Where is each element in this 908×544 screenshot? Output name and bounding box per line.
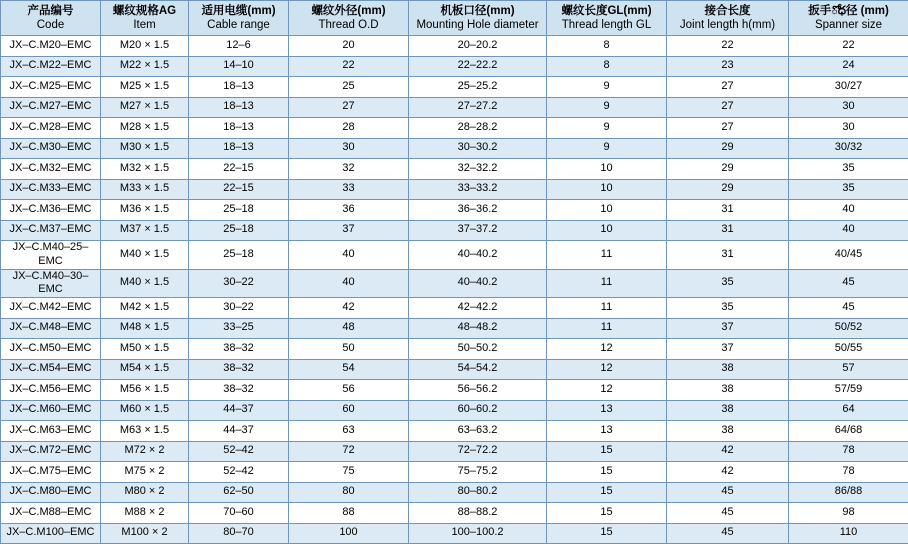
- cell-mounting-hole: 50–50.2: [409, 339, 547, 360]
- cell-cable-range: 18–13: [189, 77, 289, 98]
- cell-joint-length: 38: [667, 421, 789, 442]
- cell-item: M42 × 1.5: [101, 298, 189, 319]
- table-row: [1, 200, 908, 221]
- column-header-thread-od: [289, 1, 409, 36]
- cell-mounting-hole: 40–40.2: [409, 241, 547, 270]
- cell-spanner-size: 40/45: [789, 241, 908, 270]
- cell-thread-length: 8: [547, 56, 667, 77]
- cell-mounting-hole: 42–42.2: [409, 298, 547, 319]
- cell-joint-length: 38: [667, 359, 789, 380]
- cell-thread-length: 9: [547, 97, 667, 118]
- cell-thread-length: 15: [547, 482, 667, 503]
- cell-cable-range: 18–13: [189, 118, 289, 139]
- cell-item: M27 × 1.5: [101, 97, 189, 118]
- table-body: [1, 36, 908, 544]
- cell-thread-od: 50: [289, 339, 409, 360]
- table-row: [1, 56, 908, 77]
- cell-spanner-size: 40: [789, 200, 908, 221]
- table-row: [1, 97, 908, 118]
- cell-cable-range: 62–50: [189, 482, 289, 503]
- cell-joint-length: 31: [667, 220, 789, 241]
- cell-thread-od: 40: [289, 241, 409, 270]
- cell-thread-od: 32: [289, 159, 409, 180]
- cell-thread-od: 60: [289, 400, 409, 421]
- table-row: [1, 269, 908, 298]
- table-row: [1, 179, 908, 200]
- cell-cable-range: 38–32: [189, 339, 289, 360]
- cell-thread-od: 36: [289, 200, 409, 221]
- cell-cable-range: 30–22: [189, 298, 289, 319]
- cell-mounting-hole: 40–40.2: [409, 269, 547, 298]
- cell-mounting-hole: 56–56.2: [409, 380, 547, 401]
- table-row: [1, 400, 908, 421]
- cell-mounting-hole: 25–25.2: [409, 77, 547, 98]
- cell-mounting-hole: 88–88.2: [409, 503, 547, 524]
- cell-cable-range: 38–32: [189, 359, 289, 380]
- cell-item: M54 × 1.5: [101, 359, 189, 380]
- cell-thread-length: 15: [547, 503, 667, 524]
- cell-cable-range: 70–60: [189, 503, 289, 524]
- cell-item: M22 × 1.5: [101, 56, 189, 77]
- cell-code: JX–C.M22–EMC: [1, 56, 101, 77]
- cell-cable-range: 33–25: [189, 318, 289, 339]
- cell-spanner-size: 45: [789, 298, 908, 319]
- cell-cable-range: 22–15: [189, 179, 289, 200]
- cell-thread-od: 48: [289, 318, 409, 339]
- cell-spanner-size: 86/88: [789, 482, 908, 503]
- cell-mounting-hole: 60–60.2: [409, 400, 547, 421]
- cell-item: M60 × 1.5: [101, 400, 189, 421]
- cell-cable-range: 25–18: [189, 241, 289, 270]
- cell-thread-od: 75: [289, 462, 409, 483]
- cell-cable-range: 44–37: [189, 421, 289, 442]
- cell-mounting-hole: 54–54.2: [409, 359, 547, 380]
- cell-thread-length: 15: [547, 441, 667, 462]
- column-header-cable-range: [189, 1, 289, 36]
- column-header-cable-range-cn: 适用电缆(mm): [189, 4, 288, 18]
- cell-code: JX–C.M25–EMC: [1, 77, 101, 98]
- cell-spanner-size: 78: [789, 462, 908, 483]
- cell-item: M28 × 1.5: [101, 118, 189, 139]
- column-header-item-en: Item: [101, 18, 188, 32]
- cell-spanner-size: 64: [789, 400, 908, 421]
- cell-cable-range: 52–42: [189, 462, 289, 483]
- cell-spanner-size: 30: [789, 97, 908, 118]
- column-header-mounting-hole-en: Mounting Hole diameter: [409, 18, 546, 32]
- column-header-mounting-hole: [409, 1, 547, 36]
- cell-joint-length: 22: [667, 36, 789, 57]
- cell-thread-length: 8: [547, 36, 667, 57]
- column-header-thread-length-cn: 螺纹长度GL(mm): [547, 4, 666, 18]
- cell-code: JX–C.M100–EMC: [1, 523, 101, 544]
- cell-joint-length: 31: [667, 241, 789, 270]
- cell-spanner-size: 110: [789, 523, 908, 544]
- cell-spanner-size: 30/32: [789, 138, 908, 159]
- cell-thread-length: 9: [547, 77, 667, 98]
- cell-spanner-size: 30/27: [789, 77, 908, 98]
- cell-mounting-hole: 63–63.2: [409, 421, 547, 442]
- cell-code: JX–C.M48–EMC: [1, 318, 101, 339]
- cell-joint-length: 35: [667, 298, 789, 319]
- cell-item: M20 × 1.5: [101, 36, 189, 57]
- cell-joint-length: 45: [667, 482, 789, 503]
- column-header-thread-length: [547, 1, 667, 36]
- cell-item: M37 × 1.5: [101, 220, 189, 241]
- cell-code: JX–C.M72–EMC: [1, 441, 101, 462]
- column-header-code-en: Code: [1, 18, 100, 32]
- cell-mounting-hole: 20–20.2: [409, 36, 547, 57]
- cell-spanner-size: 35: [789, 179, 908, 200]
- cell-spanner-size: 30: [789, 118, 908, 139]
- cell-mounting-hole: 30–30.2: [409, 138, 547, 159]
- cell-cable-range: 12–6: [189, 36, 289, 57]
- cell-thread-od: 88: [289, 503, 409, 524]
- cell-spanner-size: 64/68: [789, 421, 908, 442]
- cell-spanner-size: 24: [789, 56, 908, 77]
- column-header-item-cn: 螺纹规格AG: [101, 4, 188, 18]
- table-row: [1, 441, 908, 462]
- table-row: [1, 462, 908, 483]
- cell-code: JX–C.M80–EMC: [1, 482, 101, 503]
- cell-mounting-hole: 80–80.2: [409, 482, 547, 503]
- table-row: [1, 159, 908, 180]
- cell-thread-od: 80: [289, 482, 409, 503]
- cell-joint-length: 35: [667, 269, 789, 298]
- table-row: [1, 359, 908, 380]
- cell-mounting-hole: 32–32.2: [409, 159, 547, 180]
- cell-spanner-size: 98: [789, 503, 908, 524]
- cell-code: JX–C.M40–25–EMC: [1, 241, 101, 270]
- cell-thread-od: 37: [289, 220, 409, 241]
- cell-thread-length: 11: [547, 269, 667, 298]
- cell-mounting-hole: 28–28.2: [409, 118, 547, 139]
- cell-spanner-size: 57/59: [789, 380, 908, 401]
- cell-item: M32 × 1.5: [101, 159, 189, 180]
- cell-spanner-size: 22: [789, 36, 908, 57]
- cell-thread-od: 100: [289, 523, 409, 544]
- cell-thread-od: 22: [289, 56, 409, 77]
- cell-spanner-size: 78: [789, 441, 908, 462]
- cell-spanner-size: 45: [789, 269, 908, 298]
- cell-item: M25 × 1.5: [101, 77, 189, 98]
- cell-thread-length: 13: [547, 421, 667, 442]
- column-header-joint-length: [667, 1, 789, 36]
- column-header-cable-range-en: Cable range: [189, 18, 288, 32]
- cell-thread-od: 28: [289, 118, 409, 139]
- cell-thread-od: 72: [289, 441, 409, 462]
- cell-item: M80 × 2: [101, 482, 189, 503]
- cell-item: M63 × 1.5: [101, 421, 189, 442]
- cell-thread-length: 10: [547, 179, 667, 200]
- cell-code: JX–C.M63–EMC: [1, 421, 101, 442]
- cell-cable-range: 18–13: [189, 138, 289, 159]
- cell-code: JX–C.M42–EMC: [1, 298, 101, 319]
- cell-joint-length: 27: [667, 77, 789, 98]
- table-row: [1, 241, 908, 270]
- cell-cable-range: 18–13: [189, 97, 289, 118]
- cell-thread-length: 10: [547, 220, 667, 241]
- cell-thread-length: 12: [547, 380, 667, 401]
- cell-mounting-hole: 72–72.2: [409, 441, 547, 462]
- cell-code: JX–C.M56–EMC: [1, 380, 101, 401]
- table-row: [1, 318, 908, 339]
- table-row: [1, 36, 908, 57]
- cell-cable-range: 25–18: [189, 220, 289, 241]
- cell-code: JX–C.M37–EMC: [1, 220, 101, 241]
- cell-thread-length: 11: [547, 241, 667, 270]
- column-header-spanner-size: [789, 1, 908, 36]
- cell-joint-length: 38: [667, 400, 789, 421]
- cell-code: JX–C.M40–30–EMC: [1, 269, 101, 298]
- cell-thread-od: 20: [289, 36, 409, 57]
- cell-thread-od: 33: [289, 179, 409, 200]
- column-header-joint-length-cn: 接合长度: [667, 4, 788, 18]
- cell-item: M50 × 1.5: [101, 339, 189, 360]
- column-header-item: [101, 1, 189, 36]
- cell-item: M40 × 1.5: [101, 269, 189, 298]
- cell-code: JX–C.M36–EMC: [1, 200, 101, 221]
- cell-spanner-size: 35: [789, 159, 908, 180]
- cell-thread-length: 12: [547, 339, 667, 360]
- cell-thread-length: 9: [547, 118, 667, 139]
- cell-joint-length: 42: [667, 462, 789, 483]
- column-header-thread-od-cn: 螺纹外径(mm): [289, 4, 408, 18]
- cell-thread-od: 56: [289, 380, 409, 401]
- cell-spanner-size: 50/55: [789, 339, 908, 360]
- cell-joint-length: 29: [667, 159, 789, 180]
- cell-item: M100 × 2: [101, 523, 189, 544]
- cell-item: M40 × 1.5: [101, 241, 189, 270]
- cell-cable-range: 25–18: [189, 200, 289, 221]
- cell-thread-od: 42: [289, 298, 409, 319]
- cell-mounting-hole: 48–48.2: [409, 318, 547, 339]
- cell-thread-length: 11: [547, 298, 667, 319]
- cell-code: JX–C.M28–EMC: [1, 118, 101, 139]
- cell-code: JX–C.M30–EMC: [1, 138, 101, 159]
- cell-cable-range: 80–70: [189, 523, 289, 544]
- column-header-code-cn: 产品编号: [1, 4, 100, 18]
- cell-thread-length: 13: [547, 400, 667, 421]
- column-header-code: [1, 1, 101, 36]
- cell-mounting-hole: 100–100.2: [409, 523, 547, 544]
- cell-joint-length: 37: [667, 339, 789, 360]
- cell-spanner-size: 40: [789, 220, 908, 241]
- column-header-thread-od-en: Thread O.D: [289, 18, 408, 32]
- cell-thread-length: 15: [547, 462, 667, 483]
- cell-joint-length: 29: [667, 138, 789, 159]
- cell-item: M48 × 1.5: [101, 318, 189, 339]
- cell-mounting-hole: 75–75.2: [409, 462, 547, 483]
- cell-cable-range: 22–15: [189, 159, 289, 180]
- cell-joint-length: 27: [667, 97, 789, 118]
- table-header-row: [1, 1, 908, 36]
- cell-joint-length: 37: [667, 318, 789, 339]
- cell-item: M75 × 2: [101, 462, 189, 483]
- cell-joint-length: 45: [667, 503, 789, 524]
- cell-mounting-hole: 33–33.2: [409, 179, 547, 200]
- cell-code: JX–C.M33–EMC: [1, 179, 101, 200]
- table-row: [1, 421, 908, 442]
- cell-thread-od: 25: [289, 77, 409, 98]
- cell-thread-length: 10: [547, 200, 667, 221]
- table-row: [1, 138, 908, 159]
- column-header-mounting-hole-cn: 机板口径(mm): [409, 4, 546, 18]
- cell-code: JX–C.M75–EMC: [1, 462, 101, 483]
- cell-thread-length: 15: [547, 523, 667, 544]
- cell-code: JX–C.M50–EMC: [1, 339, 101, 360]
- cell-joint-length: 27: [667, 118, 789, 139]
- table-row: [1, 77, 908, 98]
- cell-thread-od: 54: [289, 359, 409, 380]
- cell-code: JX–C.M32–EMC: [1, 159, 101, 180]
- column-header-spanner-size-en: Spanner size: [789, 18, 908, 32]
- cell-code: JX–C.M60–EMC: [1, 400, 101, 421]
- column-header-thread-length-en: Thread length GL: [547, 18, 666, 32]
- cell-spanner-size: 50/52: [789, 318, 908, 339]
- table-row: [1, 339, 908, 360]
- cell-mounting-hole: 37–37.2: [409, 220, 547, 241]
- table-row: [1, 503, 908, 524]
- cell-thread-length: 11: [547, 318, 667, 339]
- cell-joint-length: 31: [667, 200, 789, 221]
- cell-cable-range: 52–42: [189, 441, 289, 462]
- column-header-spanner-size-cn: 扳手ోధ径 (mm): [789, 4, 908, 18]
- cell-item: M33 × 1.5: [101, 179, 189, 200]
- cell-item: M30 × 1.5: [101, 138, 189, 159]
- cell-joint-length: 23: [667, 56, 789, 77]
- cell-cable-range: 38–32: [189, 380, 289, 401]
- cell-thread-od: 40: [289, 269, 409, 298]
- cell-cable-range: 44–37: [189, 400, 289, 421]
- cell-joint-length: 42: [667, 441, 789, 462]
- cell-code: JX–C.M20–EMC: [1, 36, 101, 57]
- cell-joint-length: 29: [667, 179, 789, 200]
- table-row: [1, 220, 908, 241]
- cell-mounting-hole: 22–22.2: [409, 56, 547, 77]
- cell-cable-range: 14–10: [189, 56, 289, 77]
- table-row: [1, 298, 908, 319]
- cell-item: M36 × 1.5: [101, 200, 189, 221]
- cell-code: JX–C.M27–EMC: [1, 97, 101, 118]
- table-row: [1, 118, 908, 139]
- cell-code: JX–C.M54–EMC: [1, 359, 101, 380]
- cell-joint-length: 38: [667, 380, 789, 401]
- cell-item: M72 × 2: [101, 441, 189, 462]
- table-header: [1, 1, 908, 36]
- cell-spanner-size: 57: [789, 359, 908, 380]
- cell-item: M88 × 2: [101, 503, 189, 524]
- table-row: [1, 482, 908, 503]
- cell-thread-od: 63: [289, 421, 409, 442]
- table-row: [1, 380, 908, 401]
- cell-joint-length: 45: [667, 523, 789, 544]
- cell-thread-length: 9: [547, 138, 667, 159]
- cell-thread-od: 30: [289, 138, 409, 159]
- cell-thread-length: 12: [547, 359, 667, 380]
- cell-cable-range: 30–22: [189, 269, 289, 298]
- table-row: [1, 523, 908, 544]
- cell-mounting-hole: 27–27.2: [409, 97, 547, 118]
- cell-code: JX–C.M88–EMC: [1, 503, 101, 524]
- cell-thread-length: 10: [547, 159, 667, 180]
- cell-mounting-hole: 36–36.2: [409, 200, 547, 221]
- cell-thread-od: 27: [289, 97, 409, 118]
- cell-item: M56 × 1.5: [101, 380, 189, 401]
- column-header-joint-length-en: Joint length h(mm): [667, 18, 788, 32]
